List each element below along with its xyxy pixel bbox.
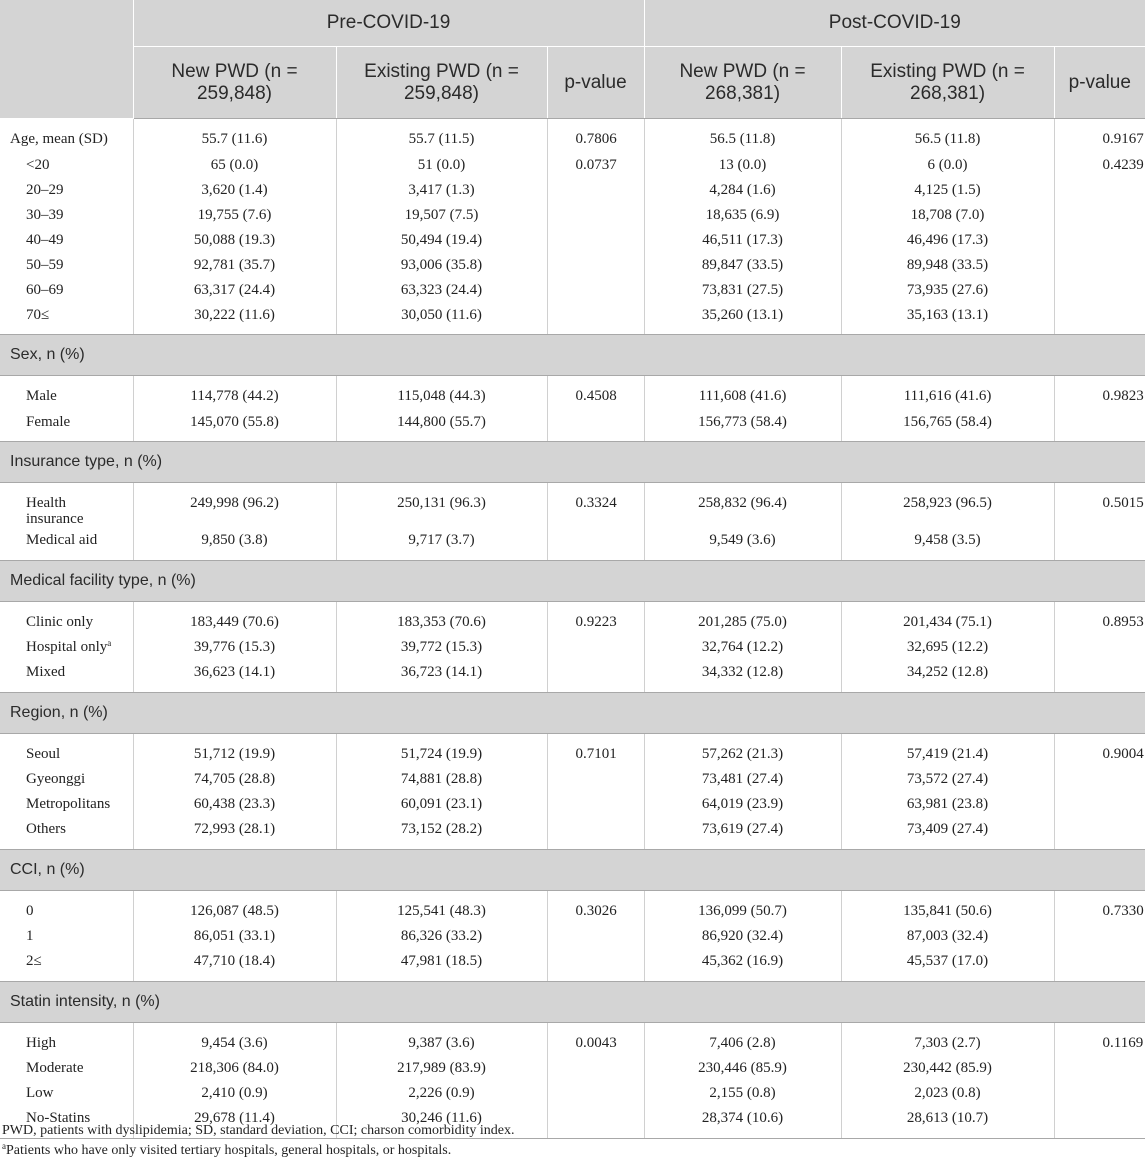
cell-pre-p-value xyxy=(547,634,644,659)
cell-pre-new: 74,705 (28.8) xyxy=(133,766,336,791)
cell-post-p-value xyxy=(1054,923,1145,948)
row-label xyxy=(0,483,133,528)
cell-post-new: 34,332 (12.8) xyxy=(644,659,841,692)
header-column-row xyxy=(0,47,1145,119)
cell-post-existing: 18,708 (7.0) xyxy=(841,202,1054,227)
header-post-covid: Post-COVID-19 xyxy=(644,0,1145,47)
row-label xyxy=(0,659,133,692)
row-label-text: 60–69 xyxy=(26,281,64,298)
row-label xyxy=(0,948,133,981)
cell-post-new: 73,831 (27.5) xyxy=(644,277,841,302)
row-label-text: Seoul xyxy=(26,745,61,762)
cell-post-existing: 45,537 (17.0) xyxy=(841,948,1054,981)
cell-post-existing: 89,948 (33.5) xyxy=(841,252,1054,277)
section-header-cci xyxy=(0,849,1145,890)
table-row xyxy=(0,1080,1145,1105)
row-label xyxy=(0,890,133,923)
row-label-text: Metropolitans xyxy=(26,796,111,812)
row-label xyxy=(0,202,133,227)
table-body xyxy=(0,119,1145,1139)
cell-post-existing: 9,458 (3.5) xyxy=(841,527,1054,560)
table-row xyxy=(0,1022,1145,1055)
row-label xyxy=(0,634,133,659)
cell-pre-existing: 115,048 (44.3) xyxy=(336,376,547,409)
cell-pre-new: 51,712 (19.9) xyxy=(133,733,336,766)
table-row xyxy=(0,1055,1145,1080)
table-row xyxy=(0,791,1145,816)
cell-post-existing: 35,163 (13.1) xyxy=(841,302,1054,335)
cell-post-new: 111,608 (41.6) xyxy=(644,376,841,409)
cell-post-p-value: 0.8953 xyxy=(1102,613,1144,630)
cell-post-p-value xyxy=(1054,634,1145,659)
row-label-text: Others xyxy=(26,821,66,837)
cell-pre-new: 9,850 (3.8) xyxy=(133,527,336,560)
cell-pre-existing: 19,507 (7.5) xyxy=(336,202,547,227)
row-label xyxy=(0,302,133,335)
cell-pre-new: 30,222 (11.6) xyxy=(133,302,336,335)
row-label-text: Age, mean (SD) xyxy=(10,131,108,147)
cell-post-p-value xyxy=(1054,227,1145,252)
cell-pre-new: 65 (0.0) xyxy=(133,152,336,177)
row-label-text: 0 xyxy=(26,902,34,919)
row-label xyxy=(0,791,133,816)
cell-post-p-value xyxy=(1054,766,1145,791)
cell-pre-p-value: 0.7806 xyxy=(547,119,644,152)
cell-post-new: 89,847 (33.5) xyxy=(644,252,841,277)
cell-pre-existing: 250,131 (96.3) xyxy=(336,483,547,528)
cell-pre-new: 55.7 (11.6) xyxy=(133,119,336,152)
cell-post-new: 86,920 (32.4) xyxy=(644,923,841,948)
cell-pre-new: 39,776 (15.3) xyxy=(133,634,336,659)
cell-pre-p-value xyxy=(547,252,644,277)
cell-pre-new: 47,710 (18.4) xyxy=(133,948,336,981)
cell-post-existing: 56.5 (11.8) xyxy=(841,119,1054,152)
footnote-a xyxy=(2,1141,514,1161)
row-label-text: 20–29 xyxy=(26,181,64,198)
cell-post-new: 258,832 (96.4) xyxy=(644,483,841,528)
row-label-text: Health insurance xyxy=(26,495,84,527)
cell-post-new: 2,155 (0.8) xyxy=(644,1080,841,1105)
table-row xyxy=(0,277,1145,302)
cell-pre-existing: 36,723 (14.1) xyxy=(336,659,547,692)
row-label-text: Clinic only xyxy=(26,613,94,630)
section-title: Region, n (%) xyxy=(0,692,1145,733)
cell-pre-existing: 125,541 (48.3) xyxy=(336,890,547,923)
table-row xyxy=(0,733,1145,766)
footnote-marker: a xyxy=(107,638,112,648)
cell-post-existing: 34,252 (12.8) xyxy=(841,659,1054,692)
row-label xyxy=(0,601,133,634)
cell-post-p-value: 0.9167 xyxy=(1102,131,1144,147)
cell-pre-existing: 86,326 (33.2) xyxy=(336,923,547,948)
row-label xyxy=(0,409,133,442)
cell-post-existing: 28,613 (10.7) xyxy=(841,1105,1054,1138)
cell-pre-new: 60,438 (23.3) xyxy=(133,791,336,816)
table-row xyxy=(0,376,1145,409)
table-row xyxy=(0,483,1145,528)
cell-pre-p-value xyxy=(547,302,644,335)
table-row xyxy=(0,766,1145,791)
header-pre-new-pwd: New PWD (n = 259,848) xyxy=(133,47,336,119)
cell-post-new: 4,284 (1.6) xyxy=(644,177,841,202)
cell-pre-new: 19,755 (7.6) xyxy=(133,202,336,227)
cell-pre-existing: 9,717 (3.7) xyxy=(336,527,547,560)
cell-post-new: 156,773 (58.4) xyxy=(644,409,841,442)
cell-post-p-value xyxy=(1054,1080,1145,1105)
section-header-insurance xyxy=(0,442,1145,483)
row-label xyxy=(0,152,133,177)
cell-post-p-value xyxy=(1054,252,1145,277)
table-row xyxy=(0,409,1145,442)
cell-post-existing: 258,923 (96.5) xyxy=(841,483,1054,528)
header-pre-covid: Pre-COVID-19 xyxy=(133,0,644,47)
cell-post-p-value: 0.5015 xyxy=(1102,495,1144,511)
cell-pre-new: 3,620 (1.4) xyxy=(133,177,336,202)
cell-pre-p-value xyxy=(547,409,644,442)
table-row xyxy=(0,634,1145,659)
row-label-text: Hospital only xyxy=(26,639,108,655)
cell-pre-p-value: 0.7101 xyxy=(547,733,644,766)
cell-pre-existing: 51,724 (19.9) xyxy=(336,733,547,766)
row-label-text: Gyeonggi xyxy=(26,771,86,787)
cell-post-new: 45,362 (16.9) xyxy=(644,948,841,981)
header-corner xyxy=(0,0,133,119)
cell-post-existing: 46,496 (17.3) xyxy=(841,227,1054,252)
cell-post-p-value: 0.4239 xyxy=(1102,156,1144,173)
row-label-text: Male xyxy=(26,388,57,404)
row-label xyxy=(0,252,133,277)
row-label-text: 30–39 xyxy=(26,206,64,223)
table-row xyxy=(0,948,1145,981)
row-label-text: Moderate xyxy=(26,1060,84,1076)
cell-post-p-value xyxy=(1054,277,1145,302)
section-header-sex xyxy=(0,335,1145,376)
cell-post-p-value xyxy=(1054,816,1145,849)
cell-post-existing: 156,765 (58.4) xyxy=(841,409,1054,442)
cell-post-existing: 2,023 (0.8) xyxy=(841,1080,1054,1105)
table-row xyxy=(0,601,1145,634)
cell-post-new: 7,406 (2.8) xyxy=(644,1022,841,1055)
cell-pre-p-value: 0.4508 xyxy=(547,376,644,409)
cell-post-p-value xyxy=(1054,409,1145,442)
cell-post-new: 73,619 (27.4) xyxy=(644,816,841,849)
cell-pre-p-value xyxy=(547,948,644,981)
header-pre-p-value: p-value xyxy=(547,47,644,119)
row-label-text: Female xyxy=(26,413,71,430)
cell-pre-existing: 63,323 (24.4) xyxy=(336,277,547,302)
cell-post-new: 13 (0.0) xyxy=(644,152,841,177)
cell-post-existing: 87,003 (32.4) xyxy=(841,923,1054,948)
cell-post-p-value xyxy=(1054,1055,1145,1080)
cell-pre-new: 218,306 (84.0) xyxy=(133,1055,336,1080)
table-row xyxy=(0,227,1145,252)
section-header-facility xyxy=(0,560,1145,601)
row-label-text: Medical aid xyxy=(26,532,98,548)
table-row xyxy=(0,119,1145,152)
row-label xyxy=(0,733,133,766)
cell-pre-existing: 73,152 (28.2) xyxy=(336,816,547,849)
cell-post-p-value xyxy=(1054,527,1145,560)
cell-post-p-value: 0.9004 xyxy=(1102,745,1144,762)
cell-pre-new: 50,088 (19.3) xyxy=(133,227,336,252)
header-group-row xyxy=(0,0,1145,47)
table-row xyxy=(0,177,1145,202)
cell-post-p-value xyxy=(1054,948,1145,981)
cell-pre-new: 249,998 (96.2) xyxy=(133,483,336,528)
cell-post-existing: 4,125 (1.5) xyxy=(841,177,1054,202)
cell-post-existing: 230,442 (85.9) xyxy=(841,1055,1054,1080)
cell-pre-p-value: 0.0737 xyxy=(547,152,644,177)
cell-post-existing: 201,434 (75.1) xyxy=(841,601,1054,634)
cell-pre-new: 183,449 (70.6) xyxy=(133,601,336,634)
header-post-new-pwd: New PWD (n = 268,381) xyxy=(644,47,841,119)
cell-pre-p-value xyxy=(547,177,644,202)
section-title: Insurance type, n (%) xyxy=(0,442,1145,483)
row-label-text: 70≤ xyxy=(26,306,50,323)
cell-post-existing: 57,419 (21.4) xyxy=(841,733,1054,766)
cell-pre-p-value: 0.3026 xyxy=(547,890,644,923)
row-label-text: No-Statins xyxy=(26,1110,91,1126)
section-header-region xyxy=(0,692,1145,733)
cell-post-new: 35,260 (13.1) xyxy=(644,302,841,335)
footnote-abbreviations: PWD, patients with dyslipidemia; SD, standard deviation, CCI; charson comorbidity index. xyxy=(2,1123,515,1138)
cell-post-new: 73,481 (27.4) xyxy=(644,766,841,791)
cell-pre-existing: 30,050 (11.6) xyxy=(336,302,547,335)
cell-pre-new: 2,410 (0.9) xyxy=(133,1080,336,1105)
cell-pre-new: 114,778 (44.2) xyxy=(133,376,336,409)
cell-pre-new: 29,678 (11.4) xyxy=(133,1105,336,1138)
row-label xyxy=(0,1022,133,1055)
footnote-a-mark: a xyxy=(2,1141,6,1151)
cell-post-existing: 73,409 (27.4) xyxy=(841,816,1054,849)
row-label-text: 50–59 xyxy=(26,256,64,273)
row-label xyxy=(0,376,133,409)
cell-post-p-value xyxy=(1054,791,1145,816)
row-label-text: 2≤ xyxy=(26,953,42,969)
cell-pre-p-value xyxy=(547,791,644,816)
cell-pre-p-value: 0.9223 xyxy=(547,601,644,634)
cell-post-new: 136,099 (50.7) xyxy=(644,890,841,923)
cell-pre-new: 63,317 (24.4) xyxy=(133,277,336,302)
cell-post-new: 57,262 (21.3) xyxy=(644,733,841,766)
cell-post-existing: 6 (0.0) xyxy=(841,152,1054,177)
cell-pre-existing: 60,091 (23.1) xyxy=(336,791,547,816)
table-row xyxy=(0,202,1145,227)
cell-post-existing: 7,303 (2.7) xyxy=(841,1022,1054,1055)
cell-pre-existing: 55.7 (11.5) xyxy=(336,119,547,152)
row-label-text: <20 xyxy=(26,156,50,173)
cell-post-p-value xyxy=(1054,1105,1145,1138)
cell-pre-existing: 183,353 (70.6) xyxy=(336,601,547,634)
cell-post-p-value xyxy=(1054,302,1145,335)
cell-pre-new: 126,087 (48.5) xyxy=(133,890,336,923)
cell-pre-existing: 2,226 (0.9) xyxy=(336,1080,547,1105)
cell-post-new: 28,374 (10.6) xyxy=(644,1105,841,1138)
cell-pre-new: 86,051 (33.1) xyxy=(133,923,336,948)
cell-pre-p-value xyxy=(547,277,644,302)
cell-pre-existing: 144,800 (55.7) xyxy=(336,409,547,442)
cell-pre-new: 72,993 (28.1) xyxy=(133,816,336,849)
cell-post-p-value: 0.7330 xyxy=(1102,902,1144,919)
table-row xyxy=(0,302,1145,335)
cell-post-new: 32,764 (12.2) xyxy=(644,634,841,659)
cell-pre-p-value xyxy=(547,659,644,692)
section-title: Statin intensity, n (%) xyxy=(0,981,1145,1022)
header-post-existing-pwd: Existing PWD (n = 268,381) xyxy=(841,47,1054,119)
section-title: Sex, n (%) xyxy=(0,335,1145,376)
cell-post-existing: 32,695 (12.2) xyxy=(841,634,1054,659)
cell-post-p-value xyxy=(1054,202,1145,227)
cell-pre-existing: 30,246 (11.6) xyxy=(336,1105,547,1138)
row-label xyxy=(0,277,133,302)
cell-pre-p-value xyxy=(547,1105,644,1138)
header-pre-existing-pwd: Existing PWD (n = 259,848) xyxy=(336,47,547,119)
cell-pre-existing: 217,989 (83.9) xyxy=(336,1055,547,1080)
cell-pre-p-value xyxy=(547,923,644,948)
table-footnotes xyxy=(2,1121,514,1161)
row-label-text: Low xyxy=(26,1085,54,1101)
row-label xyxy=(0,816,133,849)
cell-post-new: 201,285 (75.0) xyxy=(644,601,841,634)
cell-pre-existing: 9,387 (3.6) xyxy=(336,1022,547,1055)
section-title: Medical facility type, n (%) xyxy=(0,560,1145,601)
cell-pre-p-value xyxy=(547,202,644,227)
cell-post-new: 64,019 (23.9) xyxy=(644,791,841,816)
cell-post-existing: 73,935 (27.6) xyxy=(841,277,1054,302)
table-row xyxy=(0,659,1145,692)
cell-post-existing: 73,572 (27.4) xyxy=(841,766,1054,791)
header-post-p-value: p-value xyxy=(1054,47,1145,119)
row-label-text: 40–49 xyxy=(26,231,64,248)
row-label-text: Mixed xyxy=(26,664,66,680)
cell-pre-p-value xyxy=(547,766,644,791)
cell-pre-p-value xyxy=(547,527,644,560)
cell-pre-new: 92,781 (35.7) xyxy=(133,252,336,277)
cell-pre-existing: 93,006 (35.8) xyxy=(336,252,547,277)
cell-post-new: 9,549 (3.6) xyxy=(644,527,841,560)
row-label xyxy=(0,119,133,152)
cell-post-new: 230,446 (85.9) xyxy=(644,1055,841,1080)
cell-pre-p-value: 0.3324 xyxy=(547,483,644,528)
cell-post-p-value xyxy=(1054,659,1145,692)
table-row xyxy=(0,816,1145,849)
cell-post-p-value: 0.9823 xyxy=(1102,388,1144,404)
table-row xyxy=(0,252,1145,277)
row-label xyxy=(0,923,133,948)
cell-post-p-value xyxy=(1054,177,1145,202)
table-row xyxy=(0,890,1145,923)
cell-pre-new: 9,454 (3.6) xyxy=(133,1022,336,1055)
row-label xyxy=(0,1080,133,1105)
cell-post-existing: 111,616 (41.6) xyxy=(841,376,1054,409)
cell-post-new: 56.5 (11.8) xyxy=(644,119,841,152)
cell-pre-existing: 74,881 (28.8) xyxy=(336,766,547,791)
row-label-text: 1 xyxy=(26,928,34,944)
footnote-a-text: Patients who have only visited tertiary hospitals, general hospitals, or hospitals. xyxy=(6,1143,452,1158)
table-row xyxy=(0,152,1145,177)
cell-pre-existing: 39,772 (15.3) xyxy=(336,634,547,659)
cell-post-existing: 63,981 (23.8) xyxy=(841,791,1054,816)
cell-pre-p-value: 0.0043 xyxy=(547,1022,644,1055)
row-label xyxy=(0,766,133,791)
cell-pre-new: 36,623 (14.1) xyxy=(133,659,336,692)
section-header-statin xyxy=(0,981,1145,1022)
table-row xyxy=(0,923,1145,948)
cell-pre-existing: 51 (0.0) xyxy=(336,152,547,177)
cell-pre-p-value xyxy=(547,816,644,849)
cell-post-existing: 135,841 (50.6) xyxy=(841,890,1054,923)
cell-post-p-value: 0.1169 xyxy=(1102,1034,1144,1051)
row-label-text: High xyxy=(26,1034,56,1051)
cell-pre-new: 145,070 (55.8) xyxy=(133,409,336,442)
row-label xyxy=(0,177,133,202)
section-title: CCI, n (%) xyxy=(0,849,1145,890)
cell-post-new: 46,511 (17.3) xyxy=(644,227,841,252)
cell-pre-p-value xyxy=(547,1080,644,1105)
cell-pre-existing: 47,981 (18.5) xyxy=(336,948,547,981)
cell-pre-existing: 3,417 (1.3) xyxy=(336,177,547,202)
table-row xyxy=(0,527,1145,560)
row-label xyxy=(0,1055,133,1080)
cell-post-new: 18,635 (6.9) xyxy=(644,202,841,227)
row-label xyxy=(0,227,133,252)
cell-pre-existing: 50,494 (19.4) xyxy=(336,227,547,252)
cell-pre-p-value xyxy=(547,1055,644,1080)
cell-pre-p-value xyxy=(547,227,644,252)
row-label xyxy=(0,527,133,560)
